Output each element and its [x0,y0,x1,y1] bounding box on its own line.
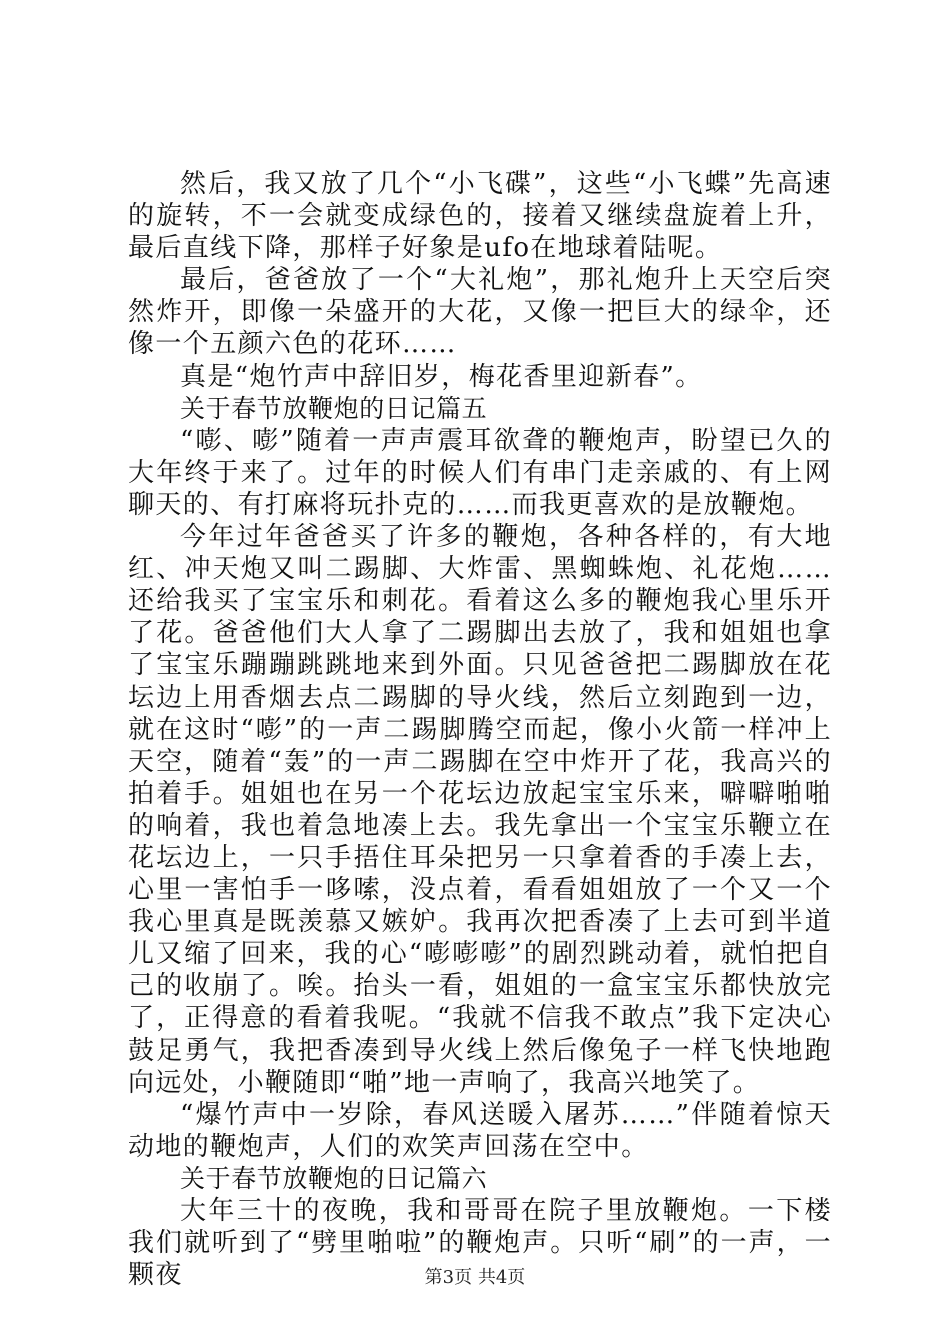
paragraph-new-years-eve: 大年三十的夜晚，我和哥哥在院子里放鞭炮。一下楼我们就听到了“劈里啪啦”的鞭炮声。只听“刷”的一声，一颗夜 [128,1196,832,1291]
document-body [128,168,832,1291]
paragraph-firecrackers-story: 今年过年爸爸买了许多的鞭炮，各种各样的，有大地红、冲天炮又叫二踢脚、大炸雷、黑蜘蛛炮、礼花炮……还给我买了宝宝乐和刺花。看着这么多的鞭炮我心里乐开了花。爸爸他们大人拿了二踢脚出去放了，我和姐姐也拿了宝宝乐蹦蹦跳跳地来到外面。只见爸爸把二踢脚放在花坛边上用香烟去点二踢脚的导火线，然后立刻跑到一边，就在这时“嘭”的一声二踢脚腾空而起，像小火箭一样冲上天空，随着“轰”的一声二踢脚在空中炸开了花，我高兴的拍着手。姐姐也在另一个花坛边放起宝宝乐来，噼噼啪啪的响着，我也着急地凑上去。我先拿出一个宝宝乐鞭立在花坛边上，一只手捂住耳朵把另一只拿着香的手凑上去，心里一害怕手一哆嗦，没点着，看看姐姐放了一个又一个我心里真是既羡慕又嫉妒。我再次把香凑了上去可到半道儿又缩了回来，我的心“嘭嘭嘭”的剧烈跳动着，就怕把自己的收崩了。唉。抬头一看，姐姐的一盒宝宝乐都快放完了，正得意的看着我呢。“我就不信我不敢点”我下定决心鼓足勇气，我把香凑到导火线上然后像兔子一样飞快地跑向远处，小鞭随即“啪”地一声响了，我高兴地笑了。 [128,522,832,1098]
paragraph-quote-new-spring: 真是“炮竹声中辞旧岁，梅花香里迎新春”。 [180,361,703,392]
section-heading-part-5: 关于春节放鞭炮的日记篇五 [180,393,488,423]
paragraph-ufo: 然后，我又放了几个“小飞碟”，这些“小飞蝶”先高速的旋转，不一会就变成绿色的，接着又继续盘旋着上升，最后直线下降，那样子好象是ufo在地球着陆呢。 [128,169,832,264]
paragraph-laughter: “爆竹声中一岁除，春风送暖入屠苏……”伴随着惊天动地的鞭炮声，人们的欢笑声回荡在空中。 [128,1099,832,1162]
page-number-footer: 第3页 共4页 [424,1267,526,1288]
paragraph-new-year-arrives: “嘭、嘭”随着一声声震耳欲聋的鞭炮声，盼望已久的大年终于来了。过年的时候人们有串门走亲戚的、有上网聊天的、有打麻将玩扑克的……而我更喜欢的是放鞭炮。 [128,425,832,520]
section-heading-part-6: 关于春节放鞭炮的日记篇六 [180,1163,488,1193]
paragraph-big-firework: 最后，爸爸放了一个“大礼炮”，那礼炮升上天空后突然炸开，即像一朵盛开的大花，又像一把巨大的绿伞，还像一个五颜六色的花环…… [128,265,832,360]
